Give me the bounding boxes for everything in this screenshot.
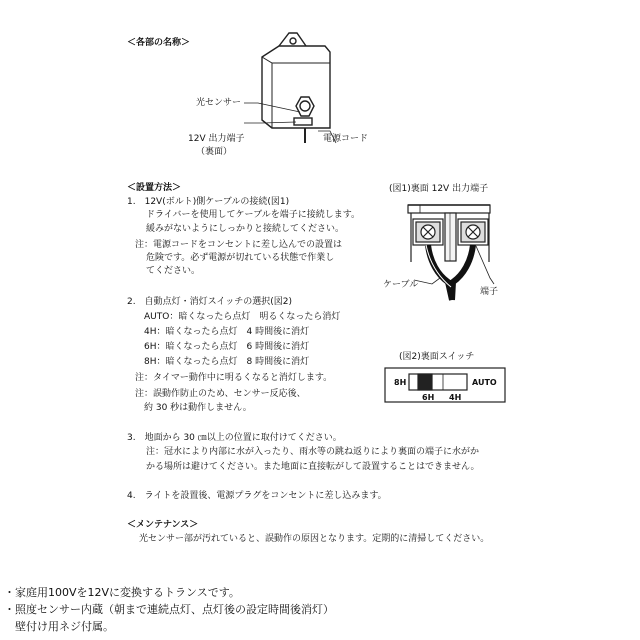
step2-title: 2. 自動点灯・消灯スイッチの選択(図2) (127, 297, 292, 307)
label-light-sensor: 光センサー (196, 98, 242, 108)
step1-note: てください。 (146, 266, 201, 276)
step1-note: 危険です。必ず電源が切れている状態で作業し (146, 253, 335, 263)
step2-note: 注：誤動作防止のため、センサー反応後、 (135, 389, 306, 399)
step3-note: かる場所は避けてください。また地面に直接転がして設置することはできません。 (146, 462, 480, 472)
fig1-label-terminal: 端子 (480, 287, 499, 297)
label-output-back: （裏面） (196, 147, 233, 157)
step2-mode: 6H：暗くなったら点灯 6 時間後に消灯 (144, 342, 310, 352)
step1-title: 1. 12V(ボルト)側ケーブルの接続(図1) (127, 197, 290, 207)
step1-note: 注：電源コードをコンセントに差し込んでの設置は (135, 240, 343, 250)
fig2-caption: (図2)裏面スイッチ (399, 352, 475, 362)
fig2-label-8h: 8H (394, 378, 407, 387)
fig2-label-6h: 6H (422, 393, 435, 402)
step2-mode: 8H：暗くなったら点灯 8 時間後に消灯 (144, 357, 310, 367)
fig2-label-4h: 4H (449, 393, 462, 402)
step3-note: 注：冠水により内部に水が入ったり、雨水等の跳ね返りにより裏面の端子に水がか (146, 447, 480, 457)
fig1-label-cable: ケーブル (383, 280, 419, 290)
maintenance-heading: ＜メンテナンス＞ (127, 520, 199, 530)
step1-line: 緩みがないようにしっかりと接続してください。 (146, 224, 345, 234)
bullet-line: ・照度センサー内蔵（朝まで連続点灯、点灯後の設定時間後消灯） (4, 603, 334, 616)
label-power-cord: 電源コード (323, 134, 369, 144)
maintenance-text: 光センサー部が汚れていると、誤動作の原因となります。定期的に清掃してください。 (139, 534, 490, 544)
setup-heading: ＜設置方法＞ (127, 183, 182, 193)
step3-title: 3. 地面から 30 ㎝以上の位置に取付けてください。 (127, 433, 342, 443)
step2-note: 約 30 秒は動作しません。 (144, 403, 252, 413)
step2-note: 注：タイマー動作中に明るくなると消灯します。 (135, 373, 333, 383)
bullet-line: 壁付け用ネジ付属。 (4, 620, 114, 633)
step4-title: 4. ライトを設置後、電源プラグをコンセントに差し込みます。 (127, 491, 387, 501)
step2-mode: 4H：暗くなったら点灯 4 時間後に消灯 (144, 327, 310, 337)
parts-heading: ＜各部の名称＞ (127, 38, 191, 48)
fig1-caption: (図1)裏面 12V 出力端子 (389, 184, 489, 194)
bullet-line: ・家庭用100Vを12Vに変換するトランスです。 (4, 586, 240, 599)
step1-line: ドライバーを使用してケーブルを端子に接続します。 (146, 210, 361, 220)
fig2-label-auto: AUTO (472, 378, 497, 387)
step2-mode: AUTO：暗くなったら点灯 明るくなったら消灯 (144, 312, 341, 322)
label-12v-output: 12V 出力端子 (188, 134, 245, 144)
